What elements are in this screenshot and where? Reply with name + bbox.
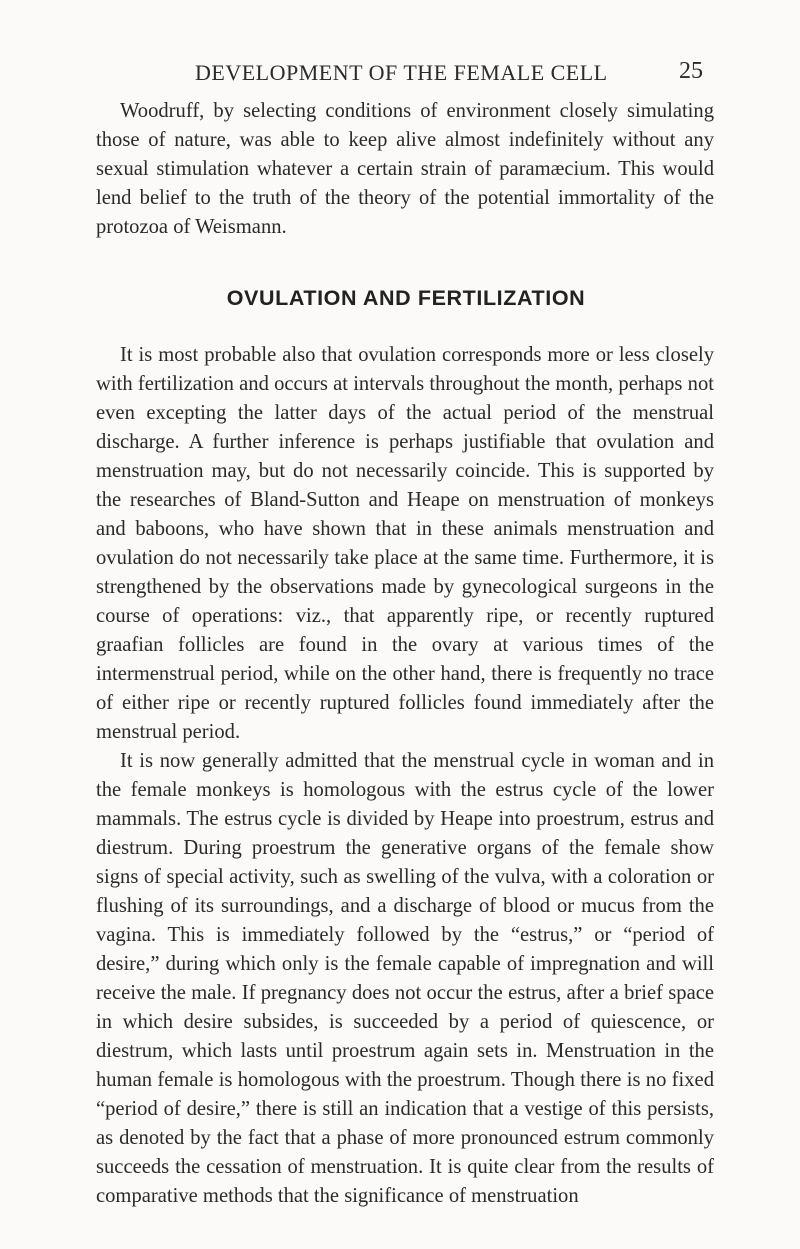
section-heading: OVULATION AND FERTILIZATION [226, 286, 586, 310]
paragraph-ovulation: It is most probable also that ovulation corresponds more or less closely with fertilization and occurs at intervals throughout the month, perhaps not even excepting the latter days of the actual period of the menstrual discharge. A further inference is perhaps justifiable that ovulation and menstruation may, but do not necessarily coincide. This is supported by the researches of Bland-Sutton and Heape on menstruation of monkeys and baboons, who have shown that in these animals menstruation and ovulation do not necessarily take place at the same time. Furthermore, it is strengthened by the observations made by gynecological surgeons in the course of operations: viz., that apparently ripe, or recently ruptured graafian follicles are found in the ovary at various times of the intermenstrual period, while on the other hand, there is frequently no trace of either ripe or recently ruptured follicles found immediately after the menstrual period. [96, 344, 714, 743]
paragraph-estrus-cycle: It is now generally admitted that the menstrual cycle in woman and in the female monkeys is homologous with the estrus cycle of the lower mammals. The estrus cycle is divided by Heape into proestrum, estrus and diestrum. During proestrum the generative organs of the female show signs of special activity, such as swelling of the vulva, with a coloration or flushing of its surroundings, and a discharge of blood or mucus from the vagina. This is immediately followed by the “estrus,” or “period of desire,” during which only is the female capable of impregnation and will receive the male. If pregnancy does not occur the estrus, after a brief space in which desire subsides, is succeeded by a period of quiescence, or diestrum, which lasts until proestrum again sets in. Menstruation in the human female is homologous with the proestrum. Though there is no fixed “period of desire,” there is still an indication that a vestige of this persists, as denoted by the fact that a phase of more pronounced estrum commonly succeeds the cessation of menstruation. It is quite clear from the results of comparative methods that the significance of menstruation [96, 750, 714, 1207]
running-head: DEVELOPMENT OF THE FEMALE CELL [195, 60, 608, 85]
intro-paragraph: Woodruff, by selecting conditions of environment closely simulating those of nature, was able to keep alive almost indefinitely without any sexual stimulation whatever a certain strain of paramæcium. This would lend belief to the truth of the theory of the potential immortality of the protozoa of Weismann. [96, 100, 714, 238]
page-number: 25 [679, 58, 703, 84]
section-body [96, 341, 714, 1211]
